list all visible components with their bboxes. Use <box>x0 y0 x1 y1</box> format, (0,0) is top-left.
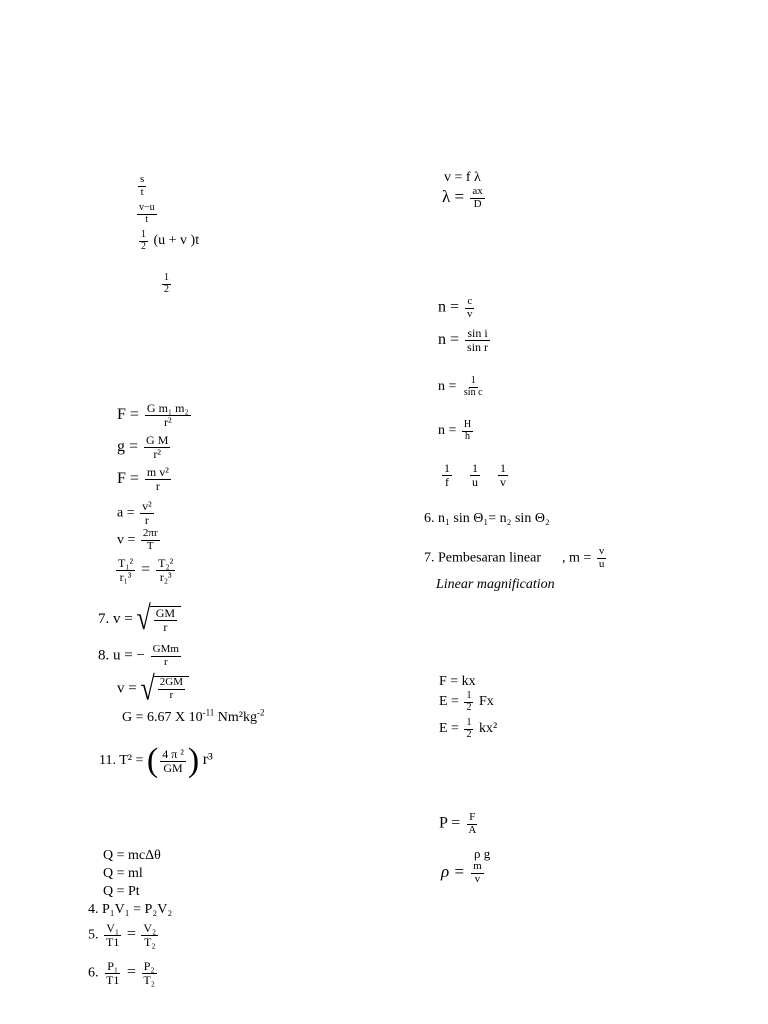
unit: Nm²kg <box>214 710 257 725</box>
formula-wave-speed: v = f λ <box>444 170 481 185</box>
numerator: P₂ <box>143 959 155 973</box>
lhs: v = <box>117 680 137 697</box>
denominator: T <box>146 539 154 552</box>
formula-heat-capacity: Q = mcΔθ <box>103 848 161 863</box>
denominator: T1 <box>106 934 120 949</box>
denominator: r <box>163 655 168 668</box>
numerator: sin i <box>467 326 488 340</box>
numerator: T₁² <box>118 556 134 570</box>
numerator: 1 <box>466 690 472 701</box>
numerator: m v² <box>146 465 169 479</box>
lhs: E = <box>439 721 459 737</box>
numerator: 1 <box>500 461 506 475</box>
formula-elastic-energy <box>439 691 494 713</box>
formula-centripetal-force <box>117 466 173 492</box>
denominator: h <box>465 430 471 442</box>
denominator: 2 <box>466 701 472 713</box>
formula-wavelength-interference <box>442 186 487 210</box>
formula-tail: kx² <box>478 721 498 737</box>
numerator: 2πr <box>142 527 158 539</box>
formula-power-heat: Q = Pt <box>103 884 140 899</box>
denominator: 2 <box>164 283 169 295</box>
formula-orbital-speed <box>117 528 162 552</box>
item-number: 5. <box>88 927 99 943</box>
numerator: v <box>598 545 605 557</box>
numerator: F <box>469 811 476 823</box>
numerator: 1 <box>470 375 476 386</box>
formula-escape-v <box>98 599 181 638</box>
formula-half <box>160 273 173 295</box>
denominator: D <box>473 197 482 210</box>
formula-escape-velocity <box>117 669 189 708</box>
denominator: GM <box>163 760 183 775</box>
formula-latent-heat: Q = ml <box>103 866 143 881</box>
formula-displacement <box>137 230 199 252</box>
numerator: ax <box>472 185 483 197</box>
formula-tail: Fx <box>478 694 494 710</box>
formula-speed <box>136 174 148 198</box>
lhs: g = <box>117 437 139 455</box>
denominator: r² <box>163 414 172 429</box>
exponent: -11 <box>202 707 215 718</box>
formula-snell <box>438 327 492 353</box>
lhs: 11. T² = <box>99 753 144 769</box>
denominator: A <box>468 823 477 836</box>
numerator: v² <box>142 499 152 513</box>
translation-text: Linear magnification <box>436 577 555 592</box>
numerator: 1 <box>472 461 478 475</box>
lhs: P = <box>439 814 461 832</box>
lhs: n = <box>438 298 460 316</box>
numerator: 2GM <box>159 676 183 689</box>
lhs: F = <box>117 469 139 487</box>
denominator: sin c <box>463 386 483 398</box>
formula-tail: (u + v )t <box>153 233 200 249</box>
numerator: 4 π ² <box>162 746 184 761</box>
formula-critical-angle <box>438 376 487 398</box>
equals: = <box>141 560 151 578</box>
numerator: 1 <box>444 461 450 475</box>
lhs: a = <box>117 505 135 521</box>
formula-linear-magnification <box>424 546 608 570</box>
formula-kepler-period <box>99 744 213 778</box>
lhs: 7. v = <box>98 611 133 628</box>
formula-centripetal-acceleration <box>117 500 156 526</box>
numerator: v−u <box>139 202 155 213</box>
numerator: c <box>467 295 473 307</box>
denominator: r² <box>153 446 161 461</box>
numerator: 1 <box>466 717 472 728</box>
unit-exponent: -2 <box>257 707 265 718</box>
numerator: P₁ <box>107 959 119 973</box>
denominator: f <box>445 474 449 489</box>
formula-apparent-depth <box>438 420 475 442</box>
formula-density <box>441 861 486 885</box>
numerator: T₂² <box>158 556 174 570</box>
numerator: 1 <box>164 272 169 283</box>
formula-charles <box>88 922 160 948</box>
equals: = <box>126 963 136 981</box>
lhs: F = <box>117 405 139 423</box>
equals: = <box>126 925 136 943</box>
formula-lens-equation <box>440 462 510 488</box>
numerator: V₁ <box>106 921 120 935</box>
lhs: n = <box>438 423 457 439</box>
numerator: 1 <box>141 229 146 240</box>
numerator: V₂ <box>143 921 157 935</box>
formula-grav-constant <box>122 707 265 726</box>
sqrt-symbol: √ <box>140 669 155 708</box>
formula-acceleration <box>135 203 159 225</box>
formula-rho-g: ρ g <box>474 846 491 861</box>
formula-pressure <box>439 812 480 836</box>
formula-refractive-index-speed <box>438 296 477 320</box>
denominator: t <box>145 213 149 225</box>
formula-kepler-third-law <box>114 557 177 583</box>
denominator: T₂ <box>144 934 156 949</box>
lhs: n = <box>438 330 460 348</box>
denominator: sin r <box>467 339 489 354</box>
denominator: r <box>144 512 149 527</box>
lhs: 8. u = − <box>98 647 145 664</box>
denominator: r <box>163 619 168 634</box>
formula-boyle: 4. P₁V₁ = P₂V₂ <box>88 902 173 917</box>
lhs: , m = <box>562 550 592 566</box>
formula-newton-gravitation <box>117 402 193 428</box>
formula-gravity-g <box>117 434 172 460</box>
denominator: r₂³ <box>159 569 172 584</box>
denominator: r <box>169 689 174 701</box>
item-number: 6. <box>88 965 99 981</box>
left-paren: ( <box>146 742 159 779</box>
numerator: G M <box>146 433 169 447</box>
denominator: 2 <box>466 728 472 740</box>
formula-pressure-law <box>88 960 159 986</box>
lhs: λ = <box>442 186 465 206</box>
denominator: T₂ <box>143 972 155 987</box>
numerator: H <box>463 419 472 430</box>
numerator: s <box>140 173 145 185</box>
formula-elastic-energy-k <box>439 718 497 740</box>
label: 7. Pembesaran linear <box>424 550 542 566</box>
lhs: E = <box>439 694 459 710</box>
formula-snell-law: 6. n₁ sin Θ₁= n₂ sin Θ₂ <box>424 511 550 526</box>
formula-potential <box>98 644 183 668</box>
denominator: v <box>500 474 506 489</box>
denominator: v <box>467 307 473 320</box>
numerator: GM <box>155 606 176 620</box>
denominator: T1 <box>106 972 120 987</box>
numerator: m <box>473 860 482 872</box>
numerator: GMm <box>152 643 179 655</box>
denominator: u <box>598 557 605 570</box>
denominator: r₁³ <box>119 569 132 584</box>
denominator: u <box>472 474 478 489</box>
denominator: 2 <box>141 240 146 252</box>
numerator: G m₁ m₂ <box>146 401 189 415</box>
lhs: v = <box>117 532 136 548</box>
denominator: v <box>474 872 481 885</box>
lhs: n = <box>438 379 457 395</box>
sqrt-symbol: √ <box>136 599 151 638</box>
formula-tail: r³ <box>202 751 213 769</box>
denominator: t <box>140 185 144 198</box>
formula-hooke: F = kx <box>439 674 476 689</box>
constant-text: G = 6.67 X 10 <box>122 710 203 725</box>
right-paren: ) <box>187 742 200 779</box>
denominator: r <box>155 478 160 493</box>
lhs: ρ = <box>441 861 465 881</box>
